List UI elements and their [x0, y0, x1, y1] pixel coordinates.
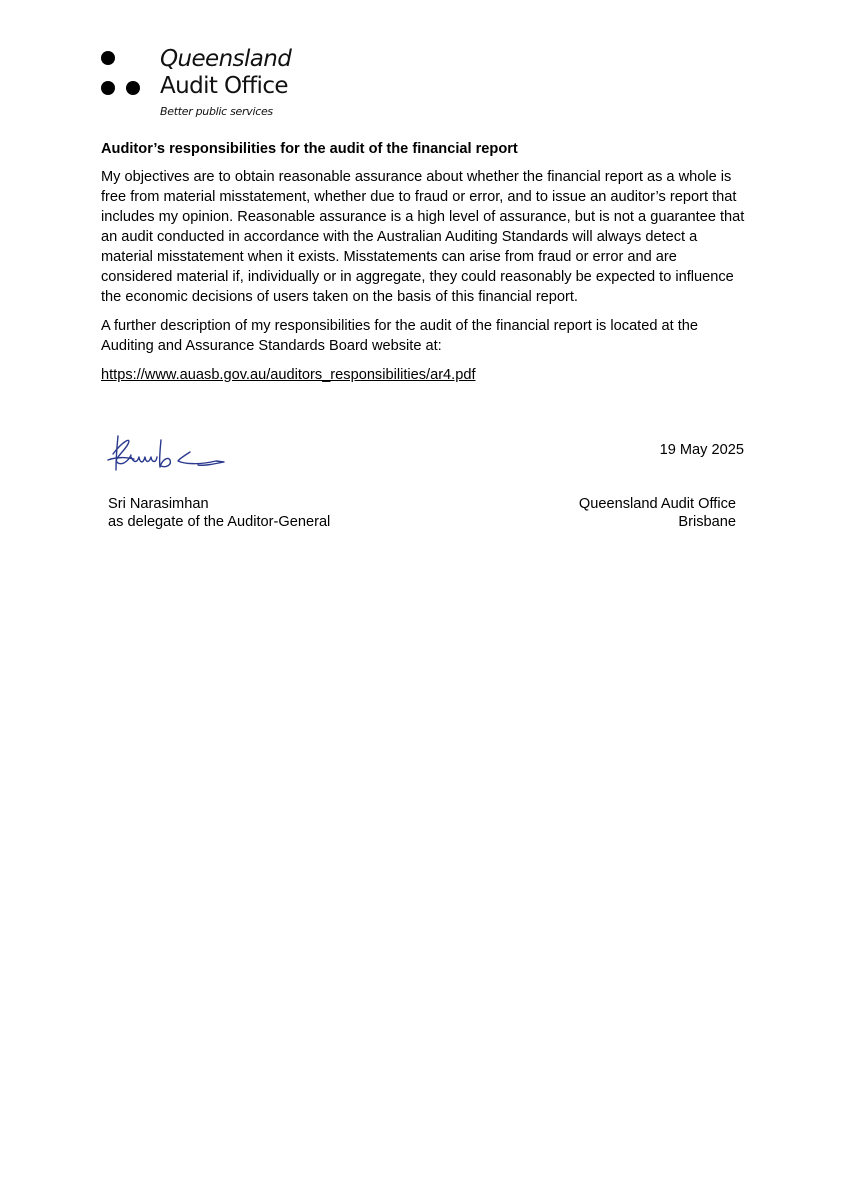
office-location: Brisbane	[678, 514, 736, 530]
signature-icon	[104, 430, 229, 478]
section-heading: Auditor’s responsibilities for the audit of the financial report	[101, 141, 518, 157]
logo-tagline: Better public services	[160, 105, 273, 118]
signer-name: Sri Narasimhan	[108, 496, 209, 512]
logo-name-queensland: Queensland	[160, 46, 292, 72]
signer-role: as delegate of the Auditor-General	[108, 514, 331, 530]
paragraph-objectives: My objectives are to obtain reasonable assurance about whether the financial report as a whole is free from material misstatement, whether due to fraud or error, and to issue an auditor’s report that includes my opinion. Reasonable assurance is a high level of assurance, but is not a guarantee that an audit conducted in accordance with the Australian Auditing Standards will always detect a material misstatement when it exists. Misstatements can arise from fraud or error and are considered material if, individually or in aggregate, they could reasonably be expected to influence the economic decisions of users taken on the basis of this financial report.	[101, 169, 745, 305]
logo-name-audit-office: Audit Office	[160, 73, 288, 99]
signer-block	[108, 495, 330, 531]
report-date: 19 May 2025	[659, 442, 744, 458]
responsibilities-section	[101, 140, 749, 385]
qao-logo	[100, 44, 320, 124]
office-block	[579, 495, 736, 531]
logo-dots-icon	[100, 44, 150, 104]
office-name: Queensland Audit Office	[578, 496, 736, 512]
paragraph-further-description: A further description of my responsibilities for the audit of the financial report is located at the Auditing and Assurance Standards Board website at:	[101, 318, 699, 354]
auasb-link[interactable]: https://www.auasb.gov.au/auditors_responsibilities/ar4.pdf	[101, 367, 476, 383]
